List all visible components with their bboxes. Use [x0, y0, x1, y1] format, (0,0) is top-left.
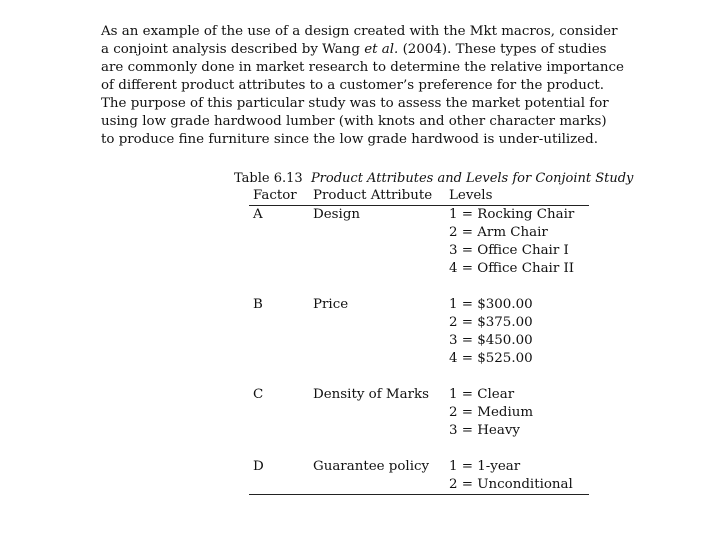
- attributes-table-block: [234, 170, 634, 495]
- attribute-cell: Guarantee policy: [309, 458, 445, 495]
- attributes-table: [249, 187, 589, 495]
- levels-cell: [445, 206, 589, 279]
- paragraph-line: of different product attributes to a customer’s preference for the product.: [101, 78, 605, 93]
- row-spacer: [249, 278, 589, 296]
- table-row: [249, 296, 589, 368]
- level-item: 4 = $525.00: [449, 351, 533, 366]
- level-item: 1 = Clear: [449, 387, 515, 402]
- level-item: 3 = Heavy: [449, 423, 520, 438]
- table-row: [249, 206, 589, 279]
- factor-cell: A: [253, 207, 263, 222]
- paragraph-line: The purpose of this particular study was to assess the market potential for: [101, 96, 609, 111]
- level-item: 3 = $450.00: [449, 333, 533, 348]
- factor-cell: D: [249, 458, 309, 495]
- table-header-row: [249, 187, 589, 206]
- paragraph-line: to produce fine furniture since the low grade hardwood is under-utilized.: [101, 132, 598, 147]
- level-item: 2 = Unconditional: [449, 477, 573, 492]
- levels-cell: [445, 386, 589, 440]
- level-item: 1 = 1-year: [449, 459, 521, 474]
- table-row: [249, 458, 589, 495]
- level-item: 3 = Office Chair I: [449, 243, 569, 258]
- attribute-cell: Price: [313, 297, 349, 312]
- header-factor: Factor: [249, 187, 309, 206]
- level-item: 1 = Rocking Chair: [449, 207, 575, 222]
- row-spacer: [249, 368, 589, 386]
- level-item: 2 = Medium: [449, 405, 534, 420]
- paragraph-line: a conjoint analysis described by Wang et al. (2004). These types of studies: [101, 42, 607, 57]
- intro-paragraph: [101, 23, 624, 149]
- row-spacer: [249, 440, 589, 458]
- level-item: 1 = $300.00: [449, 297, 533, 312]
- level-item: 2 = $375.00: [449, 315, 533, 330]
- factor-cell: B: [253, 297, 263, 312]
- header-levels: Levels: [445, 187, 589, 206]
- level-item: 2 = Arm Chair: [449, 225, 548, 240]
- table-row: [249, 386, 589, 440]
- levels-cell: [445, 458, 589, 495]
- paragraph-line: are commonly done in market research to determine the relative importance: [101, 60, 624, 75]
- table-caption: [234, 170, 634, 187]
- attribute-cell: Density of Marks: [313, 387, 429, 402]
- levels-cell: [445, 296, 589, 368]
- level-item: 4 = Office Chair II: [449, 261, 575, 276]
- header-attribute: Product Attribute: [309, 187, 445, 206]
- table-caption-title: Product Attributes and Levels for Conjoint Study: [310, 171, 634, 186]
- table-caption-label: Table 6.13: [234, 171, 303, 186]
- factor-cell: C: [253, 387, 264, 402]
- paragraph-line: As an example of the use of a design created with the Mkt macros, consider: [101, 24, 618, 39]
- attribute-cell: Design: [313, 207, 361, 222]
- paragraph-line: using low grade hardwood lumber (with knots and other character marks): [101, 114, 607, 129]
